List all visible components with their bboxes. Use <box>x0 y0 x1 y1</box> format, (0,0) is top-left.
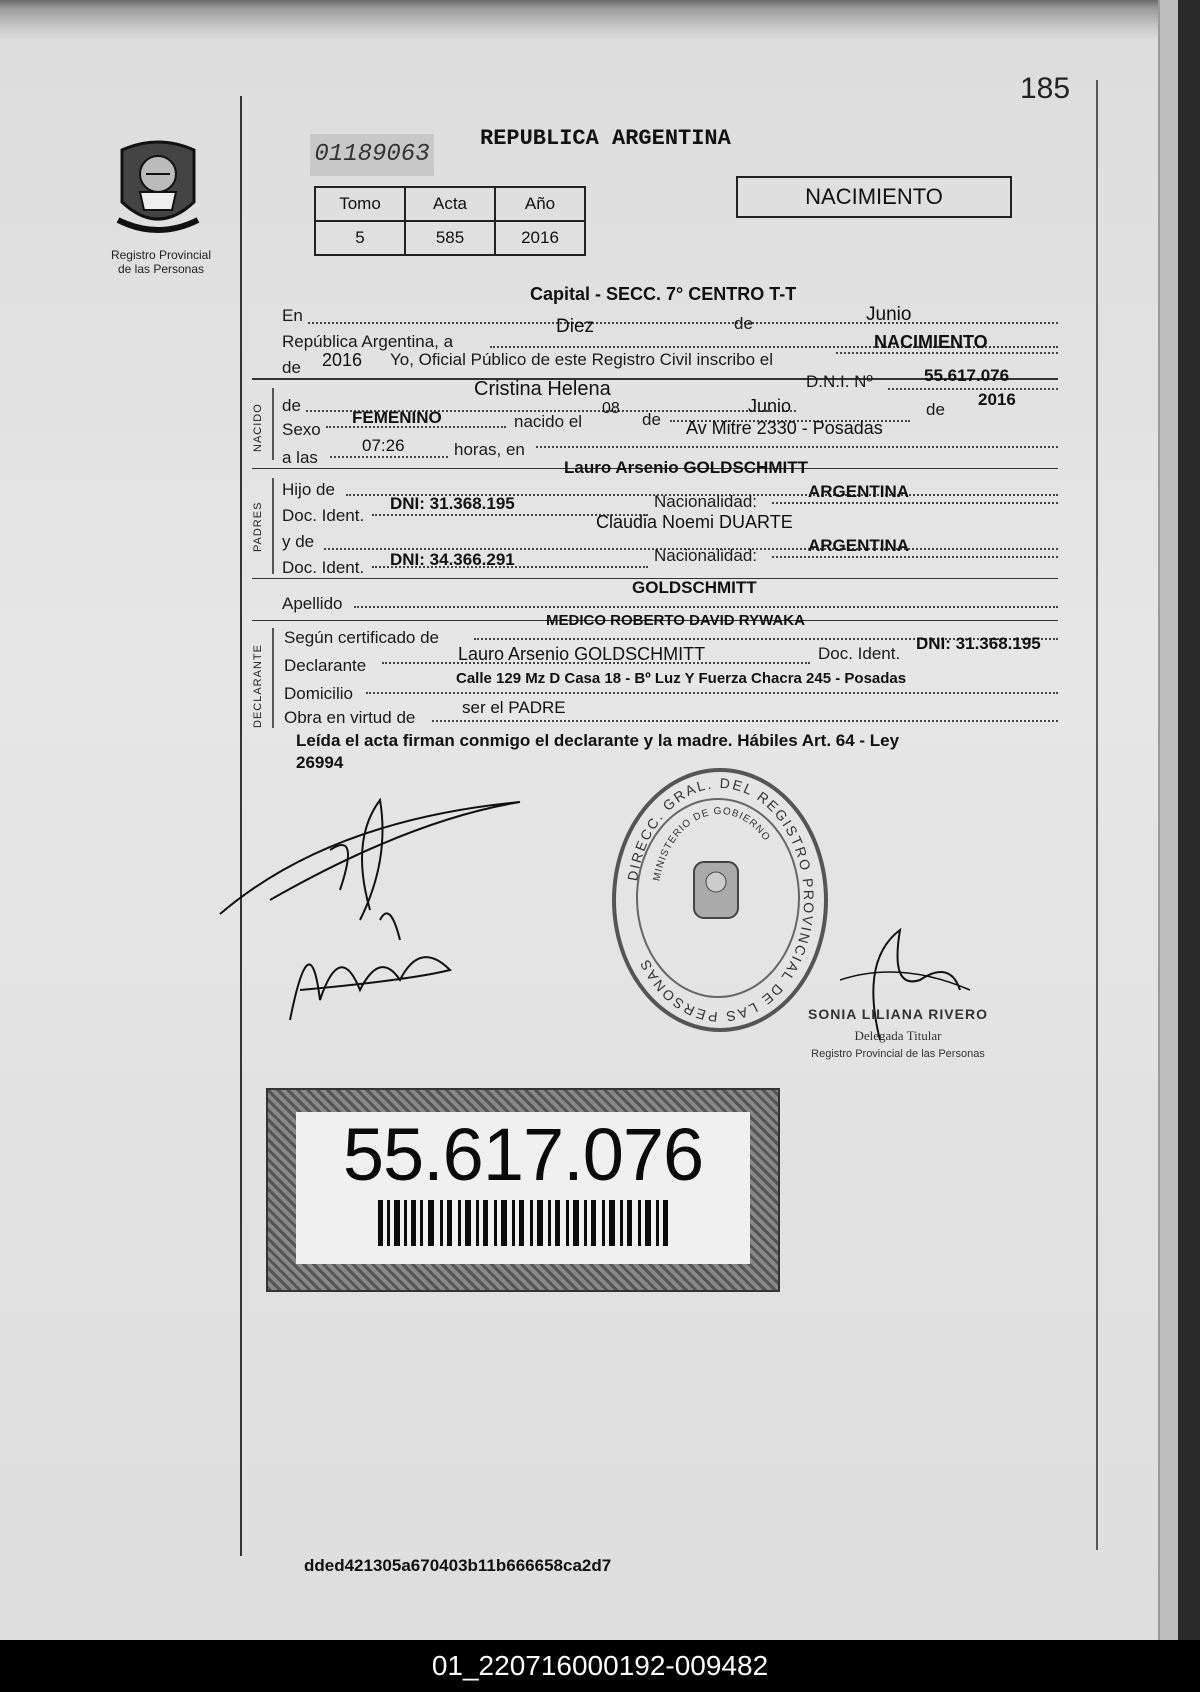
province-logo <box>112 140 204 248</box>
declarante-doc: DNI: 31.368.195 <box>916 634 1041 653</box>
document-hash: dded421305a670403b11b666658ca2d7 <box>304 1556 612 1575</box>
table-value-anio: 2016 <box>495 221 585 255</box>
mother-signature <box>280 880 480 1040</box>
domicilio-dots <box>366 692 1058 694</box>
nacido-nombre: Cristina Helena <box>474 378 611 400</box>
nacido-section-label: NACIDO <box>252 403 264 452</box>
certificado-label: Según certificado de <box>284 628 439 647</box>
logo-caption-line2: de las Personas <box>117 262 205 276</box>
a-las-label: a las <box>282 448 318 467</box>
nacido-el-label: nacido el <box>514 412 583 431</box>
padre-nac-label: Nacionalidad: <box>654 492 758 511</box>
padres-section-label: PADRES <box>252 501 264 552</box>
domicilio-label: Domicilio <box>284 684 353 703</box>
de-label-2: de <box>282 358 301 377</box>
padre-nac-dots <box>772 502 1058 504</box>
table-header-anio: Año <box>495 187 585 221</box>
act-type-label: NACIMIENTO <box>805 184 943 209</box>
logo-caption-line1: Registro Provincial <box>110 248 212 262</box>
nacido-mes: Junio <box>748 396 792 416</box>
closing-text-line1: Leída el acta firman conmigo el declarante y la madre. Hábiles Art. 64 - Ley <box>296 731 900 750</box>
page-number: 185 <box>1020 72 1071 105</box>
seal-text: DIRECC. GRAL. DEL REGISTRO PROVINCIAL DE LAS PERSONAS <box>624 774 818 1026</box>
seal-inner-text: MINISTERIO DE GOBIERNO <box>651 805 773 882</box>
padre-doc-label: Doc. Ident. <box>282 506 365 525</box>
madre-nac-label: Nacionalidad: <box>654 546 758 565</box>
en-dots <box>308 322 1058 324</box>
official-name: SONIA LILIANA RIVERO <box>808 1006 988 1022</box>
right-margin-line <box>1096 80 1098 1550</box>
madre-doc-label: Doc. Ident. <box>282 558 365 577</box>
nacido-de-label-2: de <box>642 410 661 429</box>
nacido-de-label: de <box>282 396 301 415</box>
republica-label: República Argentina, a <box>282 332 454 351</box>
mes-value: Junio <box>866 304 912 325</box>
table-header-acta: Acta <box>405 187 495 221</box>
padres-divider <box>272 478 274 574</box>
apellido-value: GOLDSCHMITT <box>632 578 757 597</box>
nacido-de-label-3: de <box>926 400 945 419</box>
inscribo-text: Yo, Oficial Público de este Registro Civil inscribo el <box>390 350 773 369</box>
madre-doc: DNI: 34.366.291 <box>390 550 515 569</box>
nacido-anio: 2016 <box>978 390 1016 409</box>
madre-nac: ARGENTINA <box>808 536 910 555</box>
domicilio-value: Calle 129 Mz D Casa 18 - Bº Luz Y Fuerza Chacra 245 - Posadas <box>456 670 907 687</box>
registry-table-values <box>315 221 585 255</box>
dia-value: Diez <box>556 316 595 337</box>
obra-dots <box>432 720 1058 722</box>
declarante-label: Declarante <box>284 656 367 675</box>
seal-lettering <box>612 768 828 1032</box>
horas-en-label: horas, en <box>454 440 525 459</box>
logo-caption <box>96 248 226 276</box>
serial-stamp: 01189063 <box>310 134 434 176</box>
barcode-icon <box>378 1200 678 1246</box>
scan-right-edge <box>1178 0 1200 1640</box>
declarante-doc-label: Doc. Ident. <box>818 644 901 663</box>
coat-of-arms-icon <box>112 140 204 248</box>
declarante-section-label: DECLARANTE <box>252 644 264 728</box>
madre-nac-dots <box>772 556 1058 558</box>
declarante-value: Lauro Arsenio GOLDSCHMITT <box>458 644 706 664</box>
svg-text:MINISTERIO DE GOBIERNO <box>652 806 773 882</box>
scan-top-edge <box>0 0 1200 40</box>
nacido-dia: 08 <box>602 400 620 417</box>
obra-label: Obra en virtud de <box>284 708 416 727</box>
y-de-label: y de <box>282 532 315 551</box>
padre-nombre: Lauro Arsenio GOLDSCHMITT <box>564 458 808 477</box>
en-label: En <box>282 306 303 325</box>
scan-right-strip <box>1158 0 1178 1640</box>
nacido-divider <box>272 388 274 460</box>
de-label-1: de <box>734 314 753 333</box>
obra-value: ser el PADRE <box>462 698 566 717</box>
anio-value: 2016 <box>322 350 363 370</box>
dni-dots <box>888 388 1058 390</box>
padre-nac: ARGENTINA <box>808 482 910 501</box>
certificado-value: MEDICO ROBERTO DAVID RYWAKA <box>546 612 805 629</box>
madre-nombre: Claudia Noemi DUARTE <box>596 512 793 532</box>
en-value: Capital - SECC. 7° CENTRO T-T <box>530 284 797 304</box>
barcode-number: 55.617.076 <box>342 1113 704 1196</box>
nacido-lugar: Av Mitre 2330 - Posadas <box>686 418 883 438</box>
declarante-divider <box>272 628 274 728</box>
nacido-hora: 07:26 <box>362 436 405 455</box>
table-value-tomo: 5 <box>315 221 405 255</box>
official-title: Delegada Titular <box>854 1028 942 1043</box>
document-title: REPUBLICA ARGENTINA <box>480 126 731 151</box>
hijo-de-label: Hijo de <box>282 480 335 499</box>
registry-table-header <box>315 187 585 221</box>
dni-label: D.N.I. Nº <box>806 372 873 391</box>
scan-footer-id: 01_220716000192-009482 <box>0 1640 1200 1692</box>
hora-dots <box>330 456 448 458</box>
registry-table <box>314 186 586 256</box>
padre-doc: DNI: 31.368.195 <box>390 494 515 513</box>
table-header-tomo: Tomo <box>315 187 405 221</box>
table-value-acta: 585 <box>405 221 495 255</box>
nacido-sexo: FEMENINO <box>352 408 442 427</box>
official-block <box>778 1006 1018 1060</box>
sexo-label: Sexo <box>282 420 321 439</box>
official-org: Registro Provincial de las Personas <box>811 1048 985 1060</box>
lugar-dots <box>536 446 1058 448</box>
inscribo-value: NACIMIENTO <box>874 332 988 352</box>
closing-text-line2: 26994 <box>296 753 344 772</box>
nacido-dni: 55.617.076 <box>924 366 1010 385</box>
apellido-label: Apellido <box>282 594 343 613</box>
apellido-dots <box>354 606 1058 608</box>
